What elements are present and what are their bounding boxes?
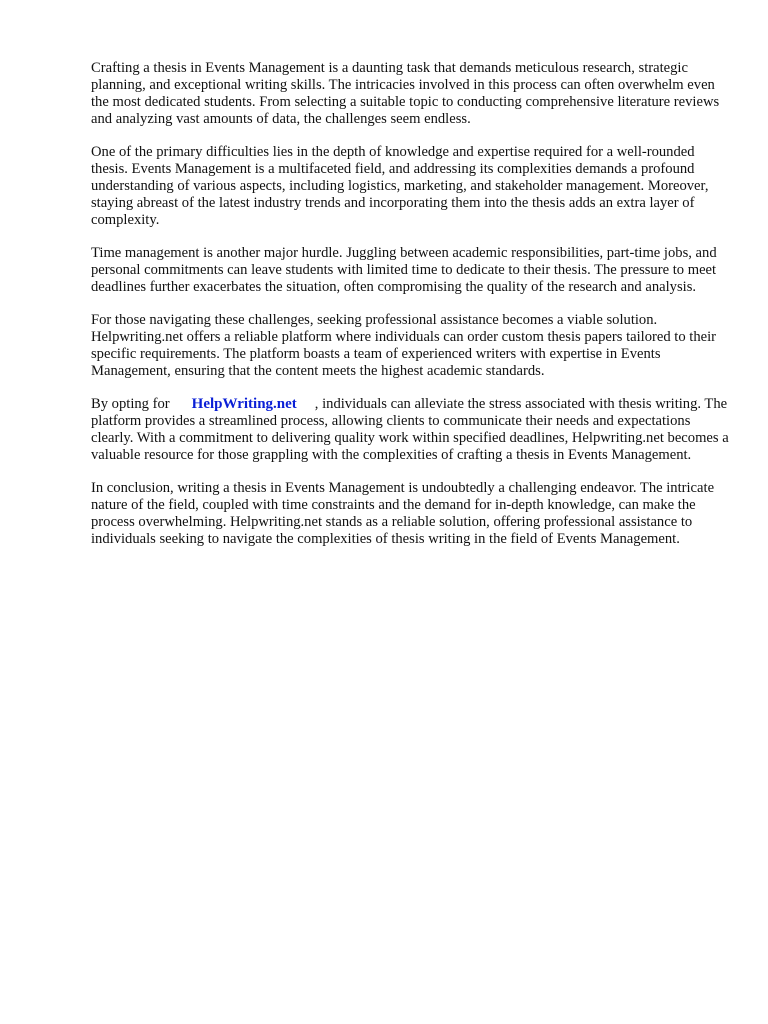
paragraph-difficulties: One of the primary difficulties lies in the depth of knowledge and expertise required for a well-rounded thesis. Events Management is a multifaceted field, and addressing its complexities demands a profound understanding of various aspects, including logistics, marketing, and stakeholder management. Moreover, staying abreast of the latest industry trends and incorporating them into the thesis adds an extra layer of complexity.	[91, 144, 709, 228]
paragraph-conclusion: In conclusion, writing a thesis in Events Management is undoubtedly a challenging endeavor. The intricate nature of the field, coupled with time constraints and the demand for in-depth knowledge, can make the process overwhelming. Helpwriting.net stands as a reliable solution, offering professional assistance to individuals seeking to navigate the complexities of thesis writing in the field of Events Management.	[91, 480, 715, 547]
link-trailing-text: , individuals can alleviate the stress associated with thesis writing. The platform provides a streamlined process, allowing clients to communicate their needs and expectations clearly. With a commitment to delivering quality work within specified deadlines, Helpwriting.net becomes a valuable resource for those grappling with the complexities of crafting a thesis in Events Management.	[91, 396, 729, 463]
helpwriting-link[interactable]: HelpWriting.net	[191, 396, 297, 412]
paragraph-intro: Crafting a thesis in Events Management is a daunting task that demands meticulous research, strategic planning, and exceptional writing skills. The intricacies involved in this process can often overwhelm even the most dedicated students. From selecting a suitable topic to conducting comprehensive literature reviews and analyzing vast amounts of data, the challenges seem endless.	[91, 60, 720, 127]
paragraph-time-management: Time management is another major hurdle. Juggling between academic responsibilities, part-time jobs, and personal commitments can leave students with limited time to dedicate to their thesis. The pressure to meet deadlines further exacerbates the situation, often compromising the quality of the research and analysis.	[91, 245, 717, 295]
document-page	[91, 60, 735, 564]
paragraph-link	[91, 396, 735, 464]
paragraph-assistance: For those navigating these challenges, seeking professional assistance becomes a viable solution. Helpwriting.net offers a reliable platform where individuals can order custom thesis papers tailored to their specific requirements. The platform boasts a team of experienced writers with expertise in Events Management, ensuring that the content meets the highest academic standards.	[91, 312, 717, 379]
link-lead-text: By opting for	[91, 396, 170, 412]
